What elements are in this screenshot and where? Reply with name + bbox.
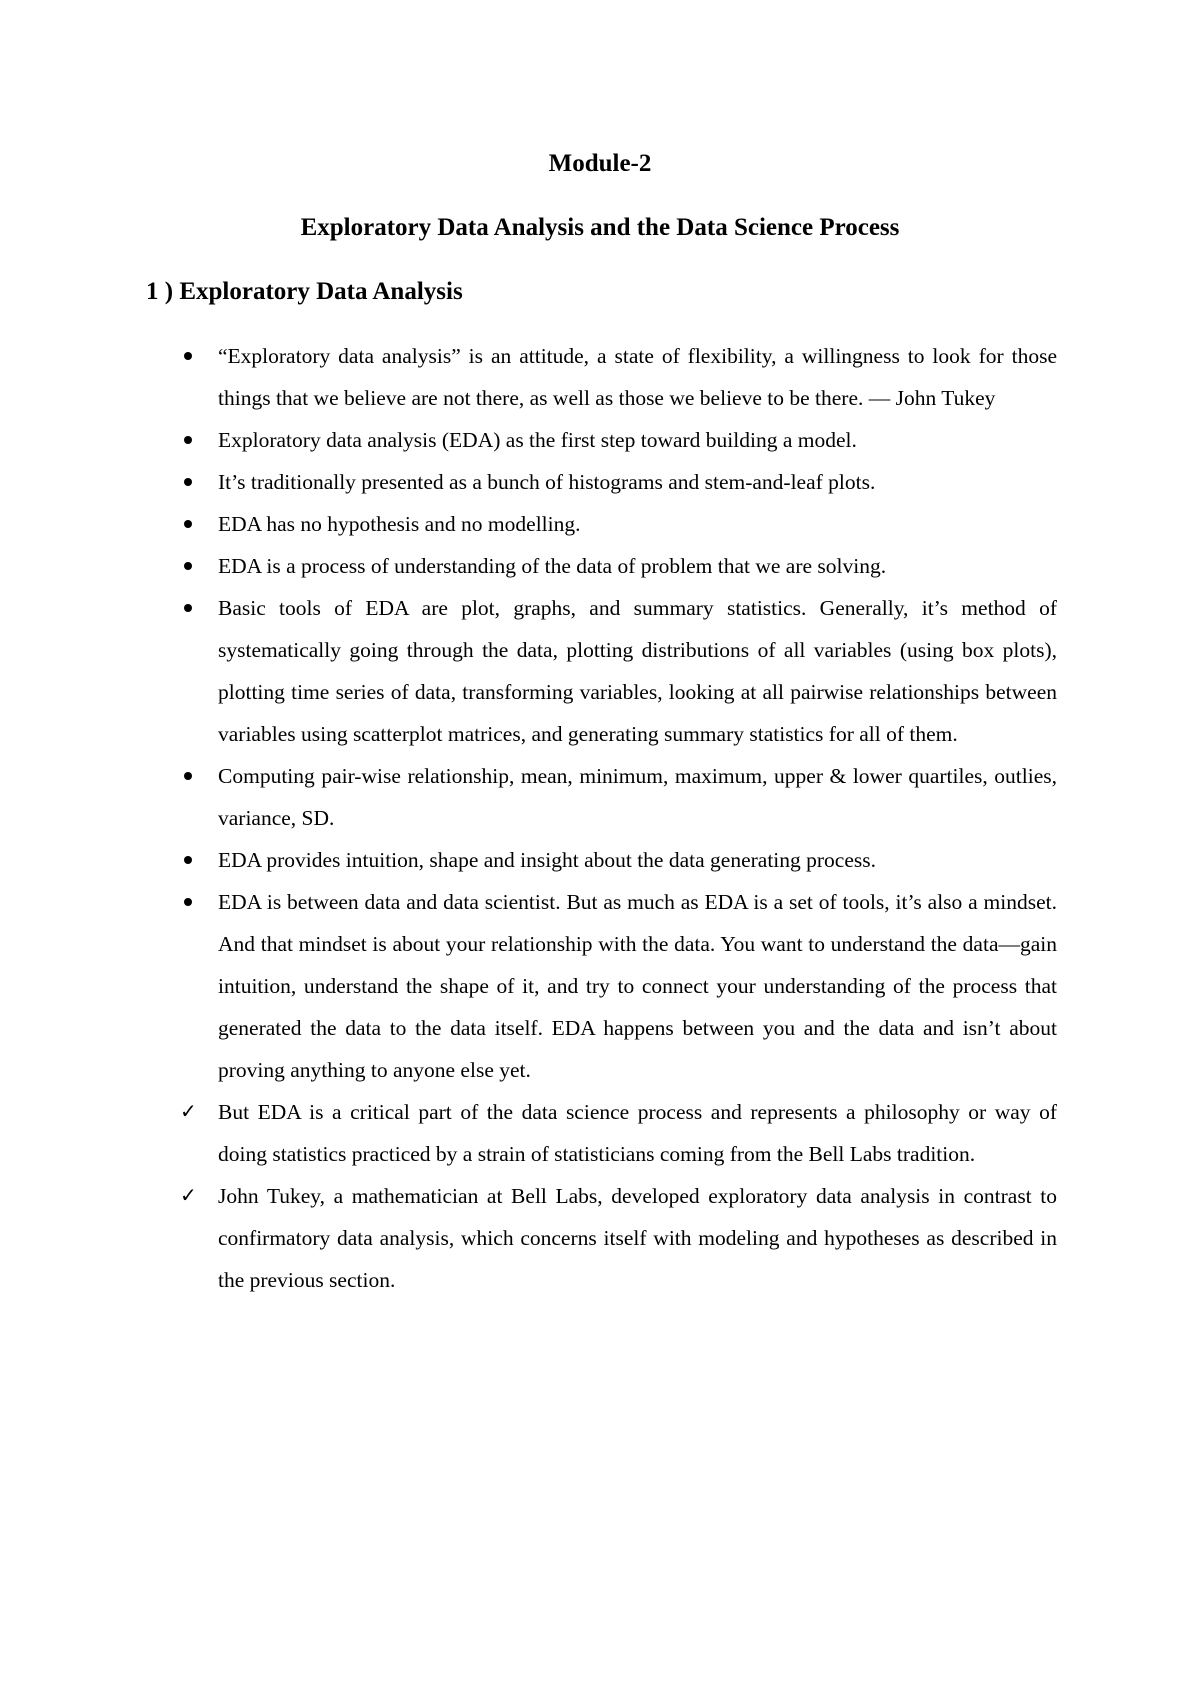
bullet-item bbox=[180, 1091, 1057, 1175]
bullet-dot-icon bbox=[180, 881, 200, 923]
bullet-item bbox=[180, 881, 1057, 1091]
module-title: Module-2 bbox=[548, 150, 652, 177]
bullet-text: Basic tools of EDA are plot, graphs, and summary statistics. Generally, it’s method of systematically going through the data, plotting distributions of all variables (using box plots), plotting time series of data, transforming variables, looking at all pairwise relationships between variables using scatterplot matrices, and generating summary statistics for all of them. bbox=[218, 596, 1057, 746]
document-title: Exploratory Data Analysis and the Data Science Process bbox=[300, 214, 900, 241]
bullet-text: But EDA is a critical part of the data science process and represents a philosophy or way of doing statistics practiced by a strain of statisticians coming from the Bell Labs tradition. bbox=[218, 1100, 1057, 1166]
bullet-dot-icon bbox=[180, 335, 200, 377]
bullet-text: John Tukey, a mathematician at Bell Labs, developed exploratory data analysis in contrast to confirmatory data analysis, which concerns itself with modeling and hypotheses as described in the previous section. bbox=[218, 1184, 1057, 1292]
bullet-text: Exploratory data analysis (EDA) as the first step toward building a model. bbox=[218, 428, 857, 452]
bullet-dot-icon bbox=[180, 503, 200, 545]
bullet-dot-icon bbox=[180, 587, 200, 629]
bullet-item bbox=[180, 755, 1057, 839]
bullet-item bbox=[180, 335, 1057, 419]
bullet-text: It’s traditionally presented as a bunch of histograms and stem-and-leaf plots. bbox=[218, 470, 876, 494]
bullet-text: EDA is between data and data scientist. But as much as EDA is a set of tools, it’s also a mindset. And that mindset is about your relationship with the data. You want to understand the data—gain intuition, understand the shape of it, and try to connect your understanding of the process that generated the data to the data itself. EDA happens between you and the data and isn’t about proving anything to anyone else yet. bbox=[218, 890, 1057, 1082]
bullet-dot-icon bbox=[180, 545, 200, 587]
checkmark-icon: ✓ bbox=[180, 1099, 197, 1123]
bullet-list bbox=[180, 335, 1057, 1301]
bullet-text: EDA is a process of understanding of the data of problem that we are solving. bbox=[218, 554, 887, 578]
bullet-item bbox=[180, 839, 1057, 881]
bullet-dot-icon bbox=[180, 839, 200, 881]
bullet-item bbox=[180, 503, 1057, 545]
bullet-dot-icon bbox=[180, 419, 200, 461]
bullet-dot-icon bbox=[180, 461, 200, 503]
checkmark-icon: ✓ bbox=[180, 1183, 197, 1207]
bullet-dot-icon bbox=[180, 755, 200, 797]
bullet-text: EDA provides intuition, shape and insight about the data generating process. bbox=[218, 848, 876, 872]
bullet-item bbox=[180, 587, 1057, 755]
section-heading: 1 ) Exploratory Data Analysis bbox=[146, 278, 463, 305]
bullet-item bbox=[180, 545, 1057, 587]
bullet-item bbox=[180, 419, 1057, 461]
bullet-item bbox=[180, 461, 1057, 503]
bullet-text: “Exploratory data analysis” is an attitude, a state of flexibility, a willingness to look for those things that we believe are not there, as well as those we believe to be there. — John Tukey bbox=[218, 344, 1057, 410]
bullet-text: EDA has no hypothesis and no modelling. bbox=[218, 512, 581, 536]
bullet-text: Computing pair-wise relationship, mean, minimum, maximum, upper & lower quartiles, outlies, variance, SD. bbox=[218, 764, 1057, 830]
bullet-item bbox=[180, 1175, 1057, 1301]
